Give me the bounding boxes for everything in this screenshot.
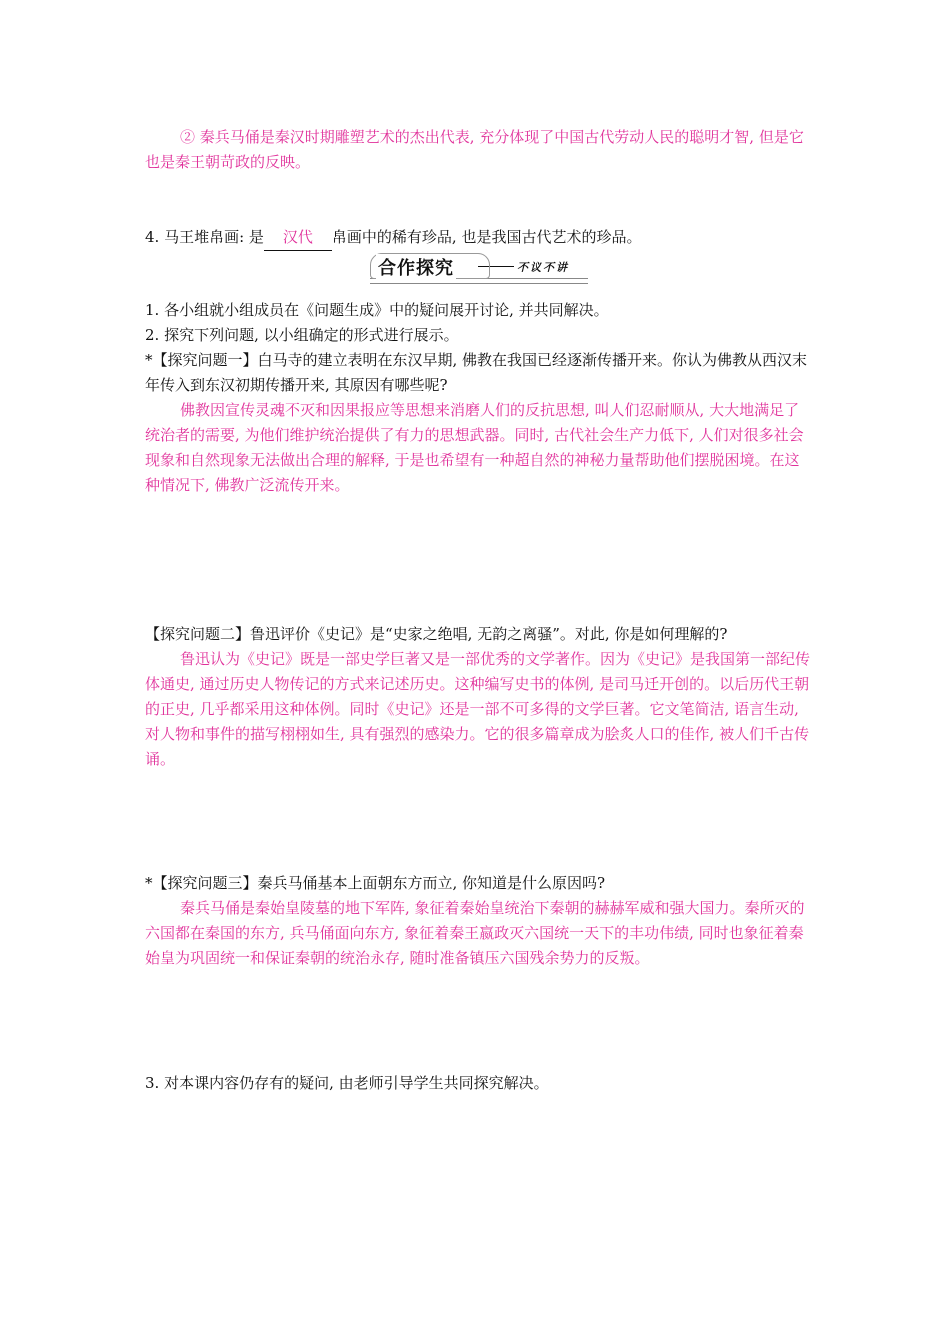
banner-title: 合作探究 xyxy=(376,254,456,280)
answer-2 xyxy=(145,125,813,175)
section-banner xyxy=(370,253,590,283)
q4-suffix: 帛画中的稀有珍品, 也是我国古代艺术的珍品。 xyxy=(331,228,642,246)
step-3-text: 3. 对本课内容仍存有的疑问, 由老师引导学生共同探究解决。 xyxy=(145,1074,549,1092)
question-block-1 xyxy=(145,348,813,498)
question-2: 【探究问题二】鲁迅评价《史记》是“史家之绝唱, 无韵之离骚”。对此, 你是如何理解的? xyxy=(145,625,728,643)
question-block-2 xyxy=(145,622,813,772)
question-4 xyxy=(145,225,813,251)
answer-3: 秦兵马俑是秦始皇陵墓的地下军阵, 象征着秦始皇统治下秦朝的赫赫军威和强大国力。秦所灭的六国都在秦国的东方, 兵马俑面向东方, 象征着秦王嬴政灭六国统一天下的丰功伟绩, 同时也象征着秦始皇为巩固统一和保证秦朝的统治永存, 随时准备镇压六国残余势力的反叛。 xyxy=(145,899,805,967)
step-3 xyxy=(145,1071,813,1096)
banner-subtitle: 不议不讲 xyxy=(517,261,569,274)
answer-2-text: 鲁迅认为《史记》既是一部史学巨著又是一部优秀的文学著作。因为《史记》是我国第一部纪传体通史, 通过历史人物传记的方式来记述历史。这种编写史书的体例, 是司马迁开创的。以后历代王朝的正史, 几乎都采用这种体例。同时《史记》还是一部不可多得的文学巨著。它文笔简洁, 语言生动, 对人物和事件的描写栩栩如生, 具有强烈的感染力。它的很多篇章成为脍炙人口的佳作, 被人们千古传诵。 xyxy=(145,650,811,768)
question-1: *【探究问题一】白马寺的建立表明在东汉早期, 佛教在我国已经逐渐传播开来。你认为佛教从西汉末年传入到东汉初期传播开来, 其原因有哪些呢? xyxy=(145,351,808,394)
question-3: *【探究问题三】秦兵马俑基本上面朝东方而立, 你知道是什么原因吗? xyxy=(145,874,606,892)
step-1 xyxy=(145,298,813,323)
step-2 xyxy=(145,323,813,348)
step-2-text: 2. 探究下列问题, 以小组确定的形式进行展示。 xyxy=(145,326,459,344)
answer-text: ② 秦兵马俑是秦汉时期雕塑艺术的杰出代表, 充分体现了中国古代劳动人民的聪明才智, 但是它也是秦王朝苛政的反映。 xyxy=(145,128,804,171)
q4-prefix: 4. 马王堆帛画: 是 xyxy=(145,228,264,246)
question-block-3 xyxy=(145,871,813,971)
q4-blank-answer: 汉代 xyxy=(264,225,332,251)
answer-1: 佛教因宣传灵魂不灭和因果报应等思想来消磨人们的反抗思想, 叫人们忍耐顺从, 大大地满足了统治者的需要, 为他们维护统治提供了有力的思想武器。同时, 古代社会生产力低下, 人们对很多社会现象和自然现象无法做出合理的解释, 于是也希望有一种超自然的神秘力量帮助他们摆脱困境。在这种情况下, 佛教广泛流传开来。 xyxy=(145,401,804,494)
step-1-text: 1. 各小组就小组成员在《问题生成》中的疑问展开讨论, 并共同解决。 xyxy=(145,301,609,319)
